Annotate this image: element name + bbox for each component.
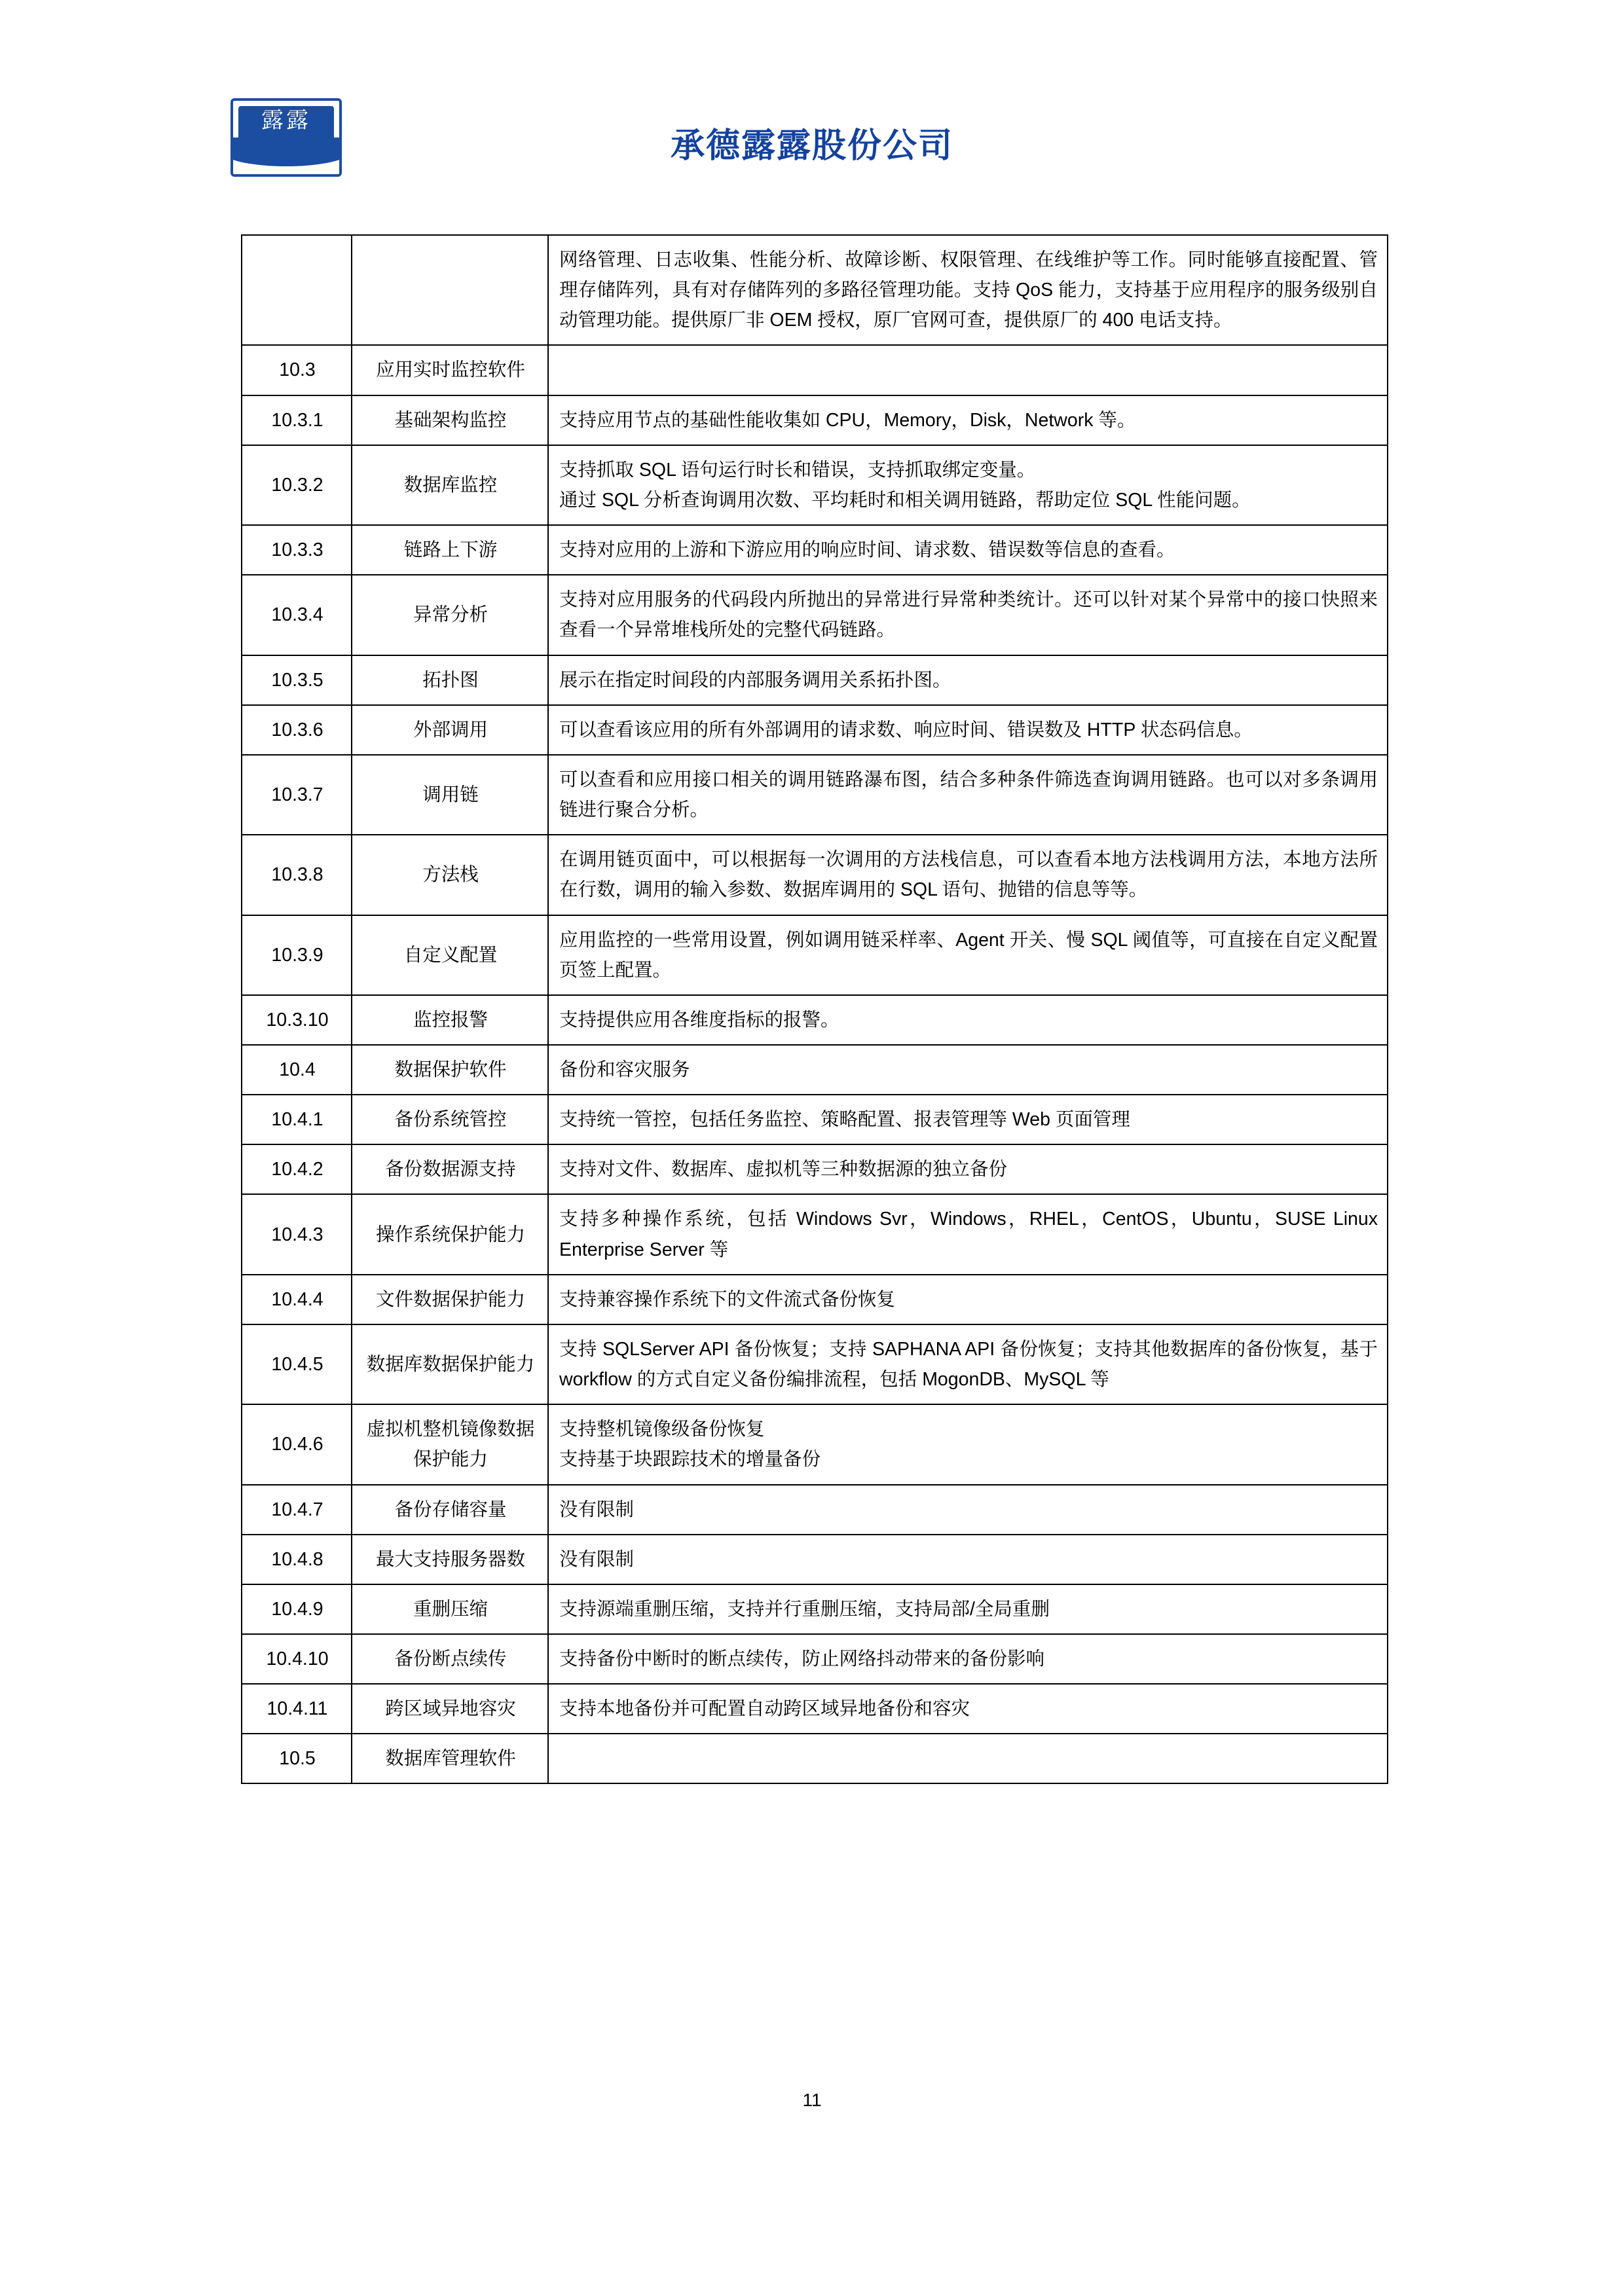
cell-item-number: 10.3.10 — [242, 995, 352, 1045]
specification-table-wrapper — [241, 234, 1387, 1784]
table-row — [242, 445, 1388, 525]
cell-item-name — [352, 235, 548, 345]
cell-item-name: 虚拟机整机镜像数据保护能力 — [352, 1404, 548, 1484]
table-row — [242, 1095, 1388, 1144]
cell-item-number: 10.5 — [242, 1734, 352, 1783]
cell-item-description: 网络管理、日志收集、性能分析、故障诊断、权限管理、在线维护等工作。同时能够直接配置、管理存储阵列，具有对存储阵列的多路径管理功能。支持 QoS 能力，支持基于应用程序的服务级别自动管理功能。提供原厂非 OEM 授权，原厂官网可查，提供原厂的 400 电话支持。 — [548, 235, 1388, 345]
cell-item-number: 10.3.4 — [242, 575, 352, 655]
table-row — [242, 995, 1388, 1045]
cell-item-name: 备份系统管控 — [352, 1095, 548, 1144]
cell-item-number: 10.4.4 — [242, 1275, 352, 1324]
table-row — [242, 1324, 1388, 1404]
cell-item-number: 10.3.7 — [242, 755, 352, 835]
page-header — [0, 98, 1624, 203]
cell-item-description: 支持本地备份并可配置自动跨区域异地备份和容灾 — [548, 1684, 1388, 1734]
cell-item-name: 重删压缩 — [352, 1584, 548, 1634]
table-row — [242, 1485, 1388, 1535]
table-row — [242, 755, 1388, 835]
cell-item-description: 支持整机镜像级备份恢复 支持基于块跟踪技术的增量备份 — [548, 1404, 1388, 1484]
cell-item-description: 没有限制 — [548, 1535, 1388, 1584]
cell-item-description: 支持对应用服务的代码段内所抛出的异常进行异常种类统计。还可以针对某个异常中的接口快照来查看一个异常堆栈所处的完整代码链路。 — [548, 575, 1388, 655]
table-row — [242, 1634, 1388, 1684]
cell-item-number: 10.3.8 — [242, 835, 352, 915]
cell-item-description: 支持源端重删压缩，支持并行重删压缩，支持局部/全局重删 — [548, 1584, 1388, 1634]
cell-item-name: 跨区域异地容灾 — [352, 1684, 548, 1734]
cell-item-description: 可以查看和应用接口相关的调用链路瀑布图，结合多种条件筛选查询调用链路。也可以对多条调用链进行聚合分析。 — [548, 755, 1388, 835]
cell-item-description: 支持备份中断时的断点续传，防止网络抖动带来的备份影响 — [548, 1634, 1388, 1684]
cell-item-description: 没有限制 — [548, 1485, 1388, 1535]
cell-item-name: 备份存储容量 — [352, 1485, 548, 1535]
cell-item-number: 10.4.8 — [242, 1535, 352, 1584]
cell-item-description: 支持对文件、数据库、虚拟机等三种数据源的独立备份 — [548, 1144, 1388, 1194]
cell-item-name: 备份断点续传 — [352, 1634, 548, 1684]
table-row — [242, 1275, 1388, 1324]
table-row — [242, 1535, 1388, 1584]
cell-item-name: 外部调用 — [352, 705, 548, 755]
cell-item-description: 在调用链页面中，可以根据每一次调用的方法栈信息，可以查看本地方法栈调用方法，本地方法所在行数，调用的输入参数、数据库调用的 SQL 语句、抛错的信息等等。 — [548, 835, 1388, 915]
cell-item-name: 最大支持服务器数 — [352, 1535, 548, 1584]
cell-item-name: 自定义配置 — [352, 915, 548, 995]
cell-item-number: 10.4.5 — [242, 1324, 352, 1404]
table-row — [242, 575, 1388, 655]
table-row — [242, 1404, 1388, 1484]
cell-item-number: 10.4.7 — [242, 1485, 352, 1535]
cell-item-name: 异常分析 — [352, 575, 548, 655]
cell-item-description: 可以查看该应用的所有外部调用的请求数、响应时间、错误数及 HTTP 状态码信息。 — [548, 705, 1388, 755]
cell-item-name: 拓扑图 — [352, 655, 548, 705]
cell-item-name: 调用链 — [352, 755, 548, 835]
cell-item-number: 10.4.9 — [242, 1584, 352, 1634]
table-row — [242, 345, 1388, 395]
table-row — [242, 1045, 1388, 1095]
cell-item-name: 数据保护软件 — [352, 1045, 548, 1095]
cell-item-name: 应用实时监控软件 — [352, 345, 548, 395]
cell-item-name: 操作系统保护能力 — [352, 1194, 548, 1274]
table-row — [242, 915, 1388, 995]
table-row — [242, 235, 1388, 345]
cell-item-number: 10.4.11 — [242, 1684, 352, 1734]
cell-item-number: 10.3.6 — [242, 705, 352, 755]
cell-item-number: 10.4 — [242, 1045, 352, 1095]
cell-item-number: 10.4.3 — [242, 1194, 352, 1274]
cell-item-description: 支持 SQLServer API 备份恢复；支持 SAPHANA API 备份恢复；支持其他数据库的备份恢复，基于 workflow 的方式自定义备份编排流程，包括 MogonDB、MySQL 等 — [548, 1324, 1388, 1404]
table-row — [242, 655, 1388, 705]
cell-item-name: 方法栈 — [352, 835, 548, 915]
cell-item-description — [548, 1734, 1388, 1783]
cell-item-number: 10.4.6 — [242, 1404, 352, 1484]
cell-item-name: 数据库数据保护能力 — [352, 1324, 548, 1404]
cell-item-name: 数据库管理软件 — [352, 1734, 548, 1783]
cell-item-number: 10.3.5 — [242, 655, 352, 705]
cell-item-number: 10.3 — [242, 345, 352, 395]
cell-item-description: 支持统一管控，包括任务监控、策略配置、报表管理等 Web 页面管理 — [548, 1095, 1388, 1144]
cell-item-description: 支持多种操作系统，包括 Windows Svr，Windows，RHEL，CentOS，Ubuntu，SUSE Linux Enterprise Server 等 — [548, 1194, 1388, 1274]
table-row — [242, 525, 1388, 575]
table-row — [242, 395, 1388, 445]
cell-item-description: 支持抓取 SQL 语句运行时长和错误，支持抓取绑定变量。 通过 SQL 分析查询调用次数、平均耗时和相关调用链路，帮助定位 SQL 性能问题。 — [548, 445, 1388, 525]
cell-item-name: 链路上下游 — [352, 525, 548, 575]
table-row — [242, 1194, 1388, 1274]
table-row — [242, 835, 1388, 915]
cell-item-description: 应用监控的一些常用设置，例如调用链采样率、Agent 开关、慢 SQL 阈值等，可直接在自定义配置页签上配置。 — [548, 915, 1388, 995]
table-row — [242, 1684, 1388, 1734]
cell-item-description — [548, 345, 1388, 395]
table-row — [242, 1584, 1388, 1634]
cell-item-description: 展示在指定时间段的内部服务调用关系拓扑图。 — [548, 655, 1388, 705]
cell-item-number: 10.3.9 — [242, 915, 352, 995]
table-row — [242, 705, 1388, 755]
cell-item-name: 文件数据保护能力 — [352, 1275, 548, 1324]
table-row — [242, 1734, 1388, 1783]
cell-item-name: 基础架构监控 — [352, 395, 548, 445]
page-number: 11 — [802, 2090, 822, 2110]
specification-table — [241, 234, 1388, 1784]
cell-item-description: 支持兼容操作系统下的文件流式备份恢复 — [548, 1275, 1388, 1324]
cell-item-description: 备份和容灾服务 — [548, 1045, 1388, 1095]
cell-item-number: 10.4.1 — [242, 1095, 352, 1144]
cell-item-number: 10.3.2 — [242, 445, 352, 525]
cell-item-number — [242, 235, 352, 345]
logo-text: 露露 — [238, 106, 334, 152]
cell-item-description: 支持提供应用各维度指标的报警。 — [548, 995, 1388, 1045]
cell-item-name: 备份数据源支持 — [352, 1144, 548, 1194]
table-body — [242, 235, 1388, 1783]
table-row — [242, 1144, 1388, 1194]
cell-item-description: 支持对应用的上游和下游应用的响应时间、请求数、错误数等信息的查看。 — [548, 525, 1388, 575]
cell-item-number: 10.3.3 — [242, 525, 352, 575]
cell-item-description: 支持应用节点的基础性能收集如 CPU，Memory，Disk，Network 等。 — [548, 395, 1388, 445]
cell-item-name: 监控报警 — [352, 995, 548, 1045]
cell-item-number: 10.3.1 — [242, 395, 352, 445]
cell-item-number: 10.4.10 — [242, 1634, 352, 1684]
cell-item-name: 数据库监控 — [352, 445, 548, 525]
cell-item-number: 10.4.2 — [242, 1144, 352, 1194]
company-title: 承德露露股份公司 — [670, 127, 953, 165]
